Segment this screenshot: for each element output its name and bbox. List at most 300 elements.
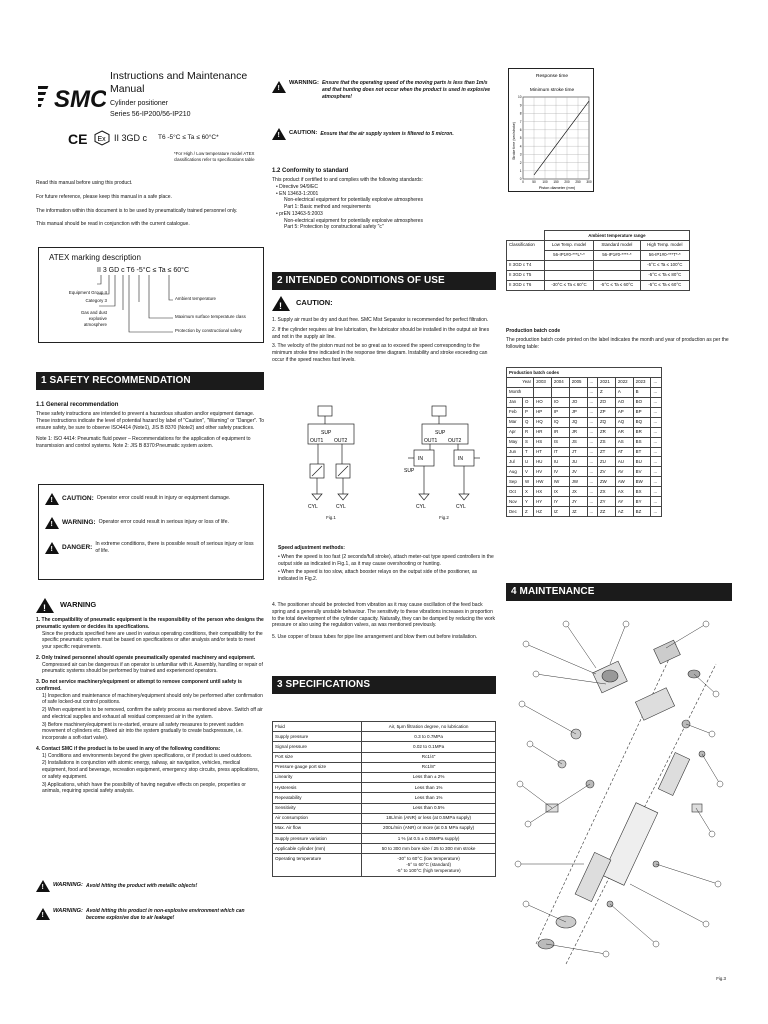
- manual-subtitle: Cylinder positioner: [110, 100, 168, 108]
- batch-cell: ...: [651, 407, 662, 417]
- certification-row: [68, 130, 268, 150]
- batch-cell: ...: [587, 487, 597, 497]
- batch-row: [507, 457, 662, 467]
- intro-text: [36, 180, 264, 231]
- callout-bubble: [623, 621, 629, 627]
- chart-ytick: 7: [519, 119, 522, 124]
- batch-year-code: A: [615, 387, 633, 397]
- figure-1-diagram: [292, 402, 370, 512]
- callout-leader: [522, 704, 576, 734]
- intended-conditions: [272, 317, 496, 367]
- speed-adjustment: [278, 545, 496, 583]
- ce-mark: CE: [68, 131, 88, 147]
- hazard-levels-box: [38, 484, 264, 580]
- fig1-cyl-label: CYL: [308, 504, 318, 510]
- batch-month-label: Month: [507, 387, 534, 397]
- section-4-header: 4 MAINTENANCE: [506, 583, 732, 601]
- caution-text: Operator error could result in injury or equipment damage.: [96, 495, 231, 502]
- atex-left-1: Equipment Group II: [68, 290, 107, 295]
- batch-cell: ...: [651, 477, 662, 487]
- danger-triangle-icon: [45, 542, 59, 554]
- batch-cell: ZP: [598, 407, 616, 417]
- batch-row: [507, 407, 662, 417]
- callout-leader: [696, 808, 712, 834]
- chart-grid: [523, 97, 589, 179]
- batch-row: [507, 427, 662, 437]
- chart-ytick: 10: [517, 95, 522, 100]
- warning-level: [45, 517, 257, 529]
- chart-xtick: 50: [532, 180, 536, 184]
- batch-cell: ...: [651, 487, 662, 497]
- metal-warning: [36, 880, 264, 892]
- batch-year: ...: [651, 377, 662, 387]
- batch-cell: ...: [651, 427, 662, 437]
- callout-leader: [686, 724, 712, 734]
- speed-warning-text: Ensure that the operating speed of the moving parts is less than 1m/s and that hunting does not occur when the product is used in explosive atmosphere!: [321, 80, 491, 100]
- leak-warning-icon: [36, 908, 50, 920]
- temp-col-low: Low Temp. model: [544, 240, 593, 250]
- callout-bubble: [703, 621, 709, 627]
- temp-row: [507, 270, 690, 280]
- spec-value: -30° to 60°C (low temperature) -5° to 60°C (standard) -5° to 100°C (high temperature): [362, 854, 496, 877]
- batch-year-code: Z: [598, 387, 616, 397]
- atex-box-code: II 3 GD c T6 -5°C ≤ Ta ≤ 60°C: [97, 267, 189, 274]
- batch-cell: IW: [551, 477, 569, 487]
- chart-title: Response time: [536, 74, 568, 79]
- spec-row: [273, 783, 496, 793]
- conformity-item: • prEN 13463-5:2003: [276, 211, 496, 218]
- speed-adjust-title: Speed adjustment methods:: [278, 545, 345, 551]
- general-recommendation-title: 1.1 General recommendation: [36, 402, 119, 408]
- batch-cell: BP: [633, 407, 651, 417]
- batch-cell: HP: [534, 407, 552, 417]
- batch-cell: Q: [523, 417, 534, 427]
- smc-logo: [38, 76, 106, 116]
- spec-value: Less than 1%: [362, 783, 496, 793]
- batch-year-code: [534, 387, 552, 397]
- batch-cell: Dec: [507, 507, 523, 517]
- warning-item-1-body: Since the products specified here are used in various operating conditions, their compatibility for the specific pneumatic system must be based on specifications or after analysis and/or tests to meet your specific requirements.: [42, 630, 263, 650]
- batch-cell: ZY: [598, 497, 616, 507]
- batch-cell: ZX: [598, 487, 616, 497]
- batch-cell: AV: [615, 467, 633, 477]
- warning-item-1-head: 1. The compatibility of pneumatic equipment is the responsibility of the person who designs the pneumatic system or decides its specifications.: [36, 617, 264, 630]
- warning-item-3b: 2) When equipment is to be removed, confirm the safety process as mentioned above. Switch off air and electrical supplies and exhaust all residual compressed air in the system.: [42, 707, 263, 720]
- spec-row: [273, 762, 496, 772]
- chart-xtick: 300: [586, 180, 592, 184]
- callout-bubble: [717, 781, 723, 787]
- caution-level: [45, 493, 257, 505]
- filter-caution-text: Ensure that the air supply system is filtered to 5 micron.: [320, 130, 454, 137]
- fig2-in-label: IN: [418, 456, 423, 462]
- chart-xtick: 200: [564, 180, 570, 184]
- section-1-header: 1 SAFETY RECOMMENDATION: [36, 372, 264, 390]
- batch-cell: BU: [633, 457, 651, 467]
- temp-cell: -5°C ≤ Ta ≤ 100°C: [640, 260, 689, 270]
- conformity-detail: Part 5: Protection by constructional safety "c": [284, 224, 384, 231]
- atex-box-title: ATEX marking description: [49, 253, 141, 262]
- warning-text: Operator error could result in serious injury or loss of life.: [98, 519, 229, 526]
- chart-xtick: 100: [542, 180, 548, 184]
- batch-year-code: [569, 387, 587, 397]
- batch-cell: Aug: [507, 467, 523, 477]
- spec-row: [273, 844, 496, 854]
- batch-cell: IZ: [551, 507, 569, 517]
- leak-warning-text: Avoid hitting this product in non-explosive environment which can become explosive due to air leakage!: [85, 908, 245, 921]
- spec-label: Fluid: [273, 722, 362, 732]
- ex-hexagon-icon: [94, 130, 110, 146]
- atex-footnote-2: classifications refer to specifications table: [174, 156, 255, 162]
- batch-cell: IQ: [551, 417, 569, 427]
- metal-warning-text: Avoid hitting the product with metallic objects!: [85, 882, 198, 889]
- callout-bubble: [517, 781, 523, 787]
- batch-cell: ZW: [598, 477, 616, 487]
- response-chart-svg: [509, 69, 595, 193]
- batch-cell: ZO: [598, 397, 616, 407]
- spec-value: Less than 0.5%: [362, 803, 496, 813]
- section-2-header: 2 INTENDED CONDITIONS OF USE: [272, 272, 496, 290]
- warning-item-3-head: 3. Do not service machinery/equipment or attempt to remove component until safety is confirmed.: [36, 679, 242, 692]
- logo-text: SMC: [54, 86, 106, 113]
- exploded-view-figure: [506, 604, 732, 982]
- batch-cell: JR: [569, 427, 587, 437]
- spec-row: [273, 742, 496, 752]
- warning-block: [36, 598, 264, 798]
- batch-cell: ...: [651, 467, 662, 477]
- batch-cell: IY: [551, 497, 569, 507]
- callout-bubble: [709, 831, 715, 837]
- figure-1-caption: Fig.1: [326, 515, 336, 521]
- temp-table-title: Ambient temperature range: [544, 231, 689, 241]
- spec-value: 0.3 to 0.7MPa: [362, 732, 496, 742]
- batch-cell: W: [523, 477, 534, 487]
- figure-2-diagram: [404, 402, 484, 512]
- callout-bubble: [523, 901, 529, 907]
- warning-item-4b: 2) Installations in conjunction with atomic energy, railway, air navigation, vehicles, medical equipment, food and beverage, recreation equipment, emergency stop circuits, press applications, or safety equipment.: [42, 760, 260, 780]
- batch-cell: ZU: [598, 457, 616, 467]
- batch-cell: IO: [551, 397, 569, 407]
- temp-cell: [544, 270, 593, 280]
- batch-cell: BW: [633, 477, 651, 487]
- batch-cell: Feb: [507, 407, 523, 417]
- batch-cell: HU: [534, 457, 552, 467]
- fig1-sup-label: SUP: [321, 430, 332, 436]
- atex-left-4: explosive: [88, 315, 107, 321]
- batch-cell: HW: [534, 477, 552, 487]
- callout-bubble: [525, 821, 531, 827]
- batch-row: [507, 507, 662, 517]
- warning-item-4-head: 4. Contact SMC if the product is to be used in any of the following conditions:: [36, 745, 221, 752]
- danger-level: [45, 541, 257, 555]
- batch-cell: IV: [551, 467, 569, 477]
- batch-cell: JV: [569, 467, 587, 477]
- batch-cell: IP: [551, 407, 569, 417]
- conformity-detail: Non-electrical equipment for potentially explosive atmospheres: [284, 197, 423, 204]
- conditions-4-5: [272, 602, 496, 644]
- batch-code-table: [506, 367, 662, 517]
- danger-label: DANGER:: [62, 543, 93, 551]
- batch-cell: HY: [534, 497, 552, 507]
- batch-cell: X: [523, 487, 534, 497]
- callout-leader: [520, 784, 552, 808]
- warning-item-4a: 1) Conditions and environments beyond the given specifications, or if product is used outdoors.: [42, 752, 253, 759]
- callout-leader: [610, 904, 656, 944]
- chart-ytick: 8: [519, 111, 522, 116]
- callout-bubble: [703, 921, 709, 927]
- spec-label: Air consumption: [273, 813, 362, 823]
- temp-cell: II 3GD c T5: [507, 270, 545, 280]
- batch-cell: ...: [587, 397, 597, 407]
- chart-ytick: 1: [519, 169, 522, 173]
- spec-label: Supply pressure: [273, 732, 362, 742]
- temperature-range-table: [506, 230, 690, 291]
- batch-cell: ZZ: [598, 507, 616, 517]
- callout-bubble: [515, 861, 521, 867]
- batch-table-title: Production batch codes: [507, 368, 662, 378]
- batch-cell: HR: [534, 427, 552, 437]
- chart-xtick: 0: [522, 180, 524, 184]
- batch-row: [507, 447, 662, 457]
- spec-label: Linearity: [273, 772, 362, 782]
- speed-warning: [272, 80, 496, 100]
- batch-row: [507, 437, 662, 447]
- spec-label: Sensitivity: [273, 803, 362, 813]
- batch-cell: Apr: [507, 427, 523, 437]
- spec-row: [273, 803, 496, 813]
- conformity-title: 1.2 Conformity to standard: [272, 168, 349, 174]
- temp-cell: [594, 260, 640, 270]
- temp-cell: II 3GD c T6: [507, 280, 545, 290]
- warning-item-3c: 3) Before machinery/equipment is re-started, ensure all safety measures to prevent sudden movement of cylinders etc. (Bleed air into the system gradually to create backpressure, i.e. incorporate a soft-start valve).: [42, 721, 244, 741]
- temp-col-high: High Temp. model: [640, 240, 689, 250]
- batch-cell: JQ: [569, 417, 587, 427]
- batch-cell: BS: [633, 437, 651, 447]
- batch-cell: IT: [551, 447, 569, 457]
- conformity-detail: Part 1: Basic method and requirements: [284, 204, 371, 211]
- temp-row: [507, 280, 690, 290]
- callout-leader: [526, 644, 596, 674]
- spec-row: [273, 772, 496, 782]
- batch-cell: AQ: [615, 417, 633, 427]
- intro-line: Read this manual before using this product.: [36, 180, 133, 186]
- conformity-section: [272, 167, 496, 231]
- batch-cell: BQ: [633, 417, 651, 427]
- spec-label: Supply pressure variation: [273, 834, 362, 844]
- condition-1: 1. Supply air must be dry and dust free. SMC Mist Separator is recommended for perfect filtration.: [272, 317, 489, 323]
- batch-cell: ZQ: [598, 417, 616, 427]
- spec-value: Rc1/4": [362, 752, 496, 762]
- caution-warning-icon: [45, 493, 59, 505]
- batch-year-code: ...: [587, 387, 597, 397]
- callout-bubble: [533, 671, 539, 677]
- callout-bubble: [527, 741, 533, 747]
- batch-cell: May: [507, 437, 523, 447]
- temp-col-std: Standard model: [594, 240, 640, 250]
- manual-title: Instructions and Maintenance Manual: [110, 70, 248, 95]
- chart-ytick: 6: [519, 128, 522, 132]
- batch-cell: AT: [615, 447, 633, 457]
- chart-ytick: 2: [519, 160, 522, 165]
- callout-leader: [546, 944, 606, 954]
- conformity-item: • EN 13463-1:2001: [276, 191, 496, 198]
- figure-2-caption: Fig.2: [439, 515, 449, 521]
- batch-cell: ...: [651, 417, 662, 427]
- batch-cell: ZR: [598, 427, 616, 437]
- temp-cell: -5°C ≤ Ta ≤ 60°C: [640, 280, 689, 290]
- batch-cell: Sep: [507, 477, 523, 487]
- batch-cell: Jan: [507, 397, 523, 407]
- chart-xlabel: Piston diameter (mm): [538, 186, 576, 190]
- warning-heading-icon: [36, 598, 54, 613]
- batch-row: [507, 487, 662, 497]
- condition-3: 3. The velocity of the piston must not be so great as to exceed the speed corresponding to the minimum stroke time indicated in the response time diagram. Instability and stroke exceeding can occur if the speed reaches fast levels.: [272, 343, 488, 363]
- batch-cell: ...: [587, 427, 597, 437]
- batch-year: 2022: [615, 377, 633, 387]
- batch-cell: IR: [551, 427, 569, 437]
- smc-logo-graphic: [38, 76, 106, 116]
- batch-cell: JP: [569, 407, 587, 417]
- fig2-out2-label: OUT2: [448, 438, 462, 444]
- conformity-intro: This product if certified to and complies with the following standards:: [272, 177, 423, 184]
- warning-item-3a: 1) Inspection and maintenance of machinery/equipment should only be performed after confirmation of safe locked-out control positions.: [42, 692, 263, 706]
- speed-adjust-item: • When the speed is too fast (2 seconds/full stroke), attach meter-out type speed controllers in the output side as indicated in Fig.1, as it may cause overshooting or hunting.: [278, 554, 496, 568]
- callout-bubble: [603, 951, 609, 957]
- callout-bubble: [713, 691, 719, 697]
- batch-cell: Nov: [507, 497, 523, 507]
- fig2-cyl-label: CYL: [416, 504, 426, 510]
- temp-cell: -5°C ≤ Ta ≤ 80°C: [640, 270, 689, 280]
- spec-value: 0.02 to 0.1MPa: [362, 742, 496, 752]
- filter-caution: [272, 128, 496, 140]
- spec-value: Less than 1%: [362, 793, 496, 803]
- batch-code-section: [506, 328, 732, 353]
- batch-cell: JW: [569, 477, 587, 487]
- temp-col-classification: Classification: [507, 240, 545, 260]
- batch-month-row: [507, 387, 662, 397]
- fig2-cyl-label: CYL: [456, 504, 466, 510]
- intended-caution-icon: [272, 296, 290, 311]
- batch-year: 2003: [534, 377, 552, 387]
- batch-row: [507, 477, 662, 487]
- metal-warning-label: WARNING:: [53, 882, 83, 889]
- batch-cell: T: [523, 447, 534, 457]
- batch-cell: ...: [651, 447, 662, 457]
- figure-2: [404, 402, 484, 520]
- batch-cell: P: [523, 407, 534, 417]
- batch-cell: AU: [615, 457, 633, 467]
- callout-bubble: [519, 701, 525, 707]
- batch-cell: ...: [651, 397, 662, 407]
- filter-caution-label: CAUTION:: [289, 130, 318, 137]
- chart-xtick: 150: [553, 180, 559, 184]
- general-recommendation-text: These safety instructions are intended to prevent a hazardous situation and/or equipment damage. These instructions indicate the level of potential hazard by label of "Caution", "Warning" or "Danger". To ensure safety, be sure to observe ISO4414 (Note1), JIS B 8370 (Note2) and other safety practices.: [36, 411, 264, 431]
- batch-cell: ZV: [598, 467, 616, 477]
- batch-cell: JT: [569, 447, 587, 457]
- atex-left-3: Gas and dust: [80, 309, 107, 315]
- spec-row: [273, 752, 496, 762]
- callout-bubble: [715, 881, 721, 887]
- batch-cell: IS: [551, 437, 569, 447]
- batch-cell: ...: [587, 437, 597, 447]
- callout-leader: [630, 884, 706, 924]
- batch-cell: IX: [551, 487, 569, 497]
- warning-heading: WARNING: [60, 600, 97, 610]
- temp-cell: -30°C ≤ Ta ≤ 60°C: [544, 280, 593, 290]
- leak-warning: [36, 908, 264, 922]
- batch-cell: Z: [523, 507, 534, 517]
- batch-cell: ZS: [598, 437, 616, 447]
- batch-cell: AO: [615, 397, 633, 407]
- batch-cell: AP: [615, 407, 633, 417]
- spec-row: [273, 834, 496, 844]
- spec-row: [273, 813, 496, 823]
- batch-cell: S: [523, 437, 534, 447]
- batch-cell: BZ: [633, 507, 651, 517]
- temp-cell: [544, 260, 593, 270]
- svg-text:Ex: Ex: [97, 136, 106, 143]
- intro-line: This manual should be read in conjunction with the current catalogue.: [36, 221, 190, 228]
- batch-year: 2021: [598, 377, 616, 387]
- warning-item-2-body: Compressed air can be dangerous if an operator is unfamiliar with it. Assembly, handling or repair of pneumatic systems should be performed by trained and experienced operators.: [42, 661, 263, 675]
- batch-row: [507, 467, 662, 477]
- batch-row: [507, 497, 662, 507]
- figure-1: [292, 402, 370, 520]
- spec-value: 18L/min (ANR) or less (at 0.5MPa supply): [362, 813, 496, 823]
- temp-col-low-model: 56-IP1#0-***L*-*: [544, 250, 593, 260]
- fig1-out1-label: OUT1: [310, 438, 324, 444]
- batch-cell: BR: [633, 427, 651, 437]
- batch-cell: ...: [587, 447, 597, 457]
- intended-caution-head: [272, 296, 496, 311]
- callout-leader: [526, 904, 566, 922]
- atex-footnote-1: *For High / Low temperature model ATEX: [174, 151, 255, 156]
- batch-cell: ...: [651, 507, 662, 517]
- intended-caution-label: CAUTION:: [296, 298, 333, 308]
- batch-cell: BO: [633, 397, 651, 407]
- fig1-cyl-label: CYL: [336, 504, 346, 510]
- batch-cell: ...: [587, 477, 597, 487]
- specifications-table: [272, 721, 496, 877]
- danger-text: In extreme conditions, there is possible result of serious injury or loss of life.: [95, 541, 254, 555]
- batch-cell: ...: [587, 507, 597, 517]
- batch-cell: AW: [615, 477, 633, 487]
- spec-row: [273, 854, 496, 877]
- fig2-out1-label: OUT1: [424, 438, 438, 444]
- temp-row: [507, 260, 690, 270]
- spec-label: Operating temperature: [273, 854, 362, 877]
- batch-cell: IU: [551, 457, 569, 467]
- batch-cell: AZ: [615, 507, 633, 517]
- batch-cell: JX: [569, 487, 587, 497]
- callout-leader: [694, 674, 716, 694]
- spec-label: Max. Air flow: [273, 823, 362, 833]
- warning-triangle-icon: [45, 517, 59, 529]
- batch-cell: HX: [534, 487, 552, 497]
- fig2-sup2-label: SUP: [404, 468, 415, 474]
- callout-leader: [702, 754, 720, 784]
- spec-row: [273, 722, 496, 732]
- callout-leader: [528, 784, 590, 824]
- batch-cell: BY: [633, 497, 651, 507]
- leak-warning-label: WARNING:: [53, 908, 83, 914]
- batch-cell: ZT: [598, 447, 616, 457]
- batch-year-code: B: [633, 387, 651, 397]
- chart-ytick: 9: [519, 103, 522, 108]
- spec-label: Applicable cylinder (mm): [273, 844, 362, 854]
- batch-cell: Jul: [507, 457, 523, 467]
- batch-cell: AS: [615, 437, 633, 447]
- standards-note: Note 1: ISO 4414: Pneumatic fluid power – Recommendations for the application of equipment to transmission and control systems. Note 2: JIS B 8370:Pneumatic system axiom.: [36, 436, 251, 450]
